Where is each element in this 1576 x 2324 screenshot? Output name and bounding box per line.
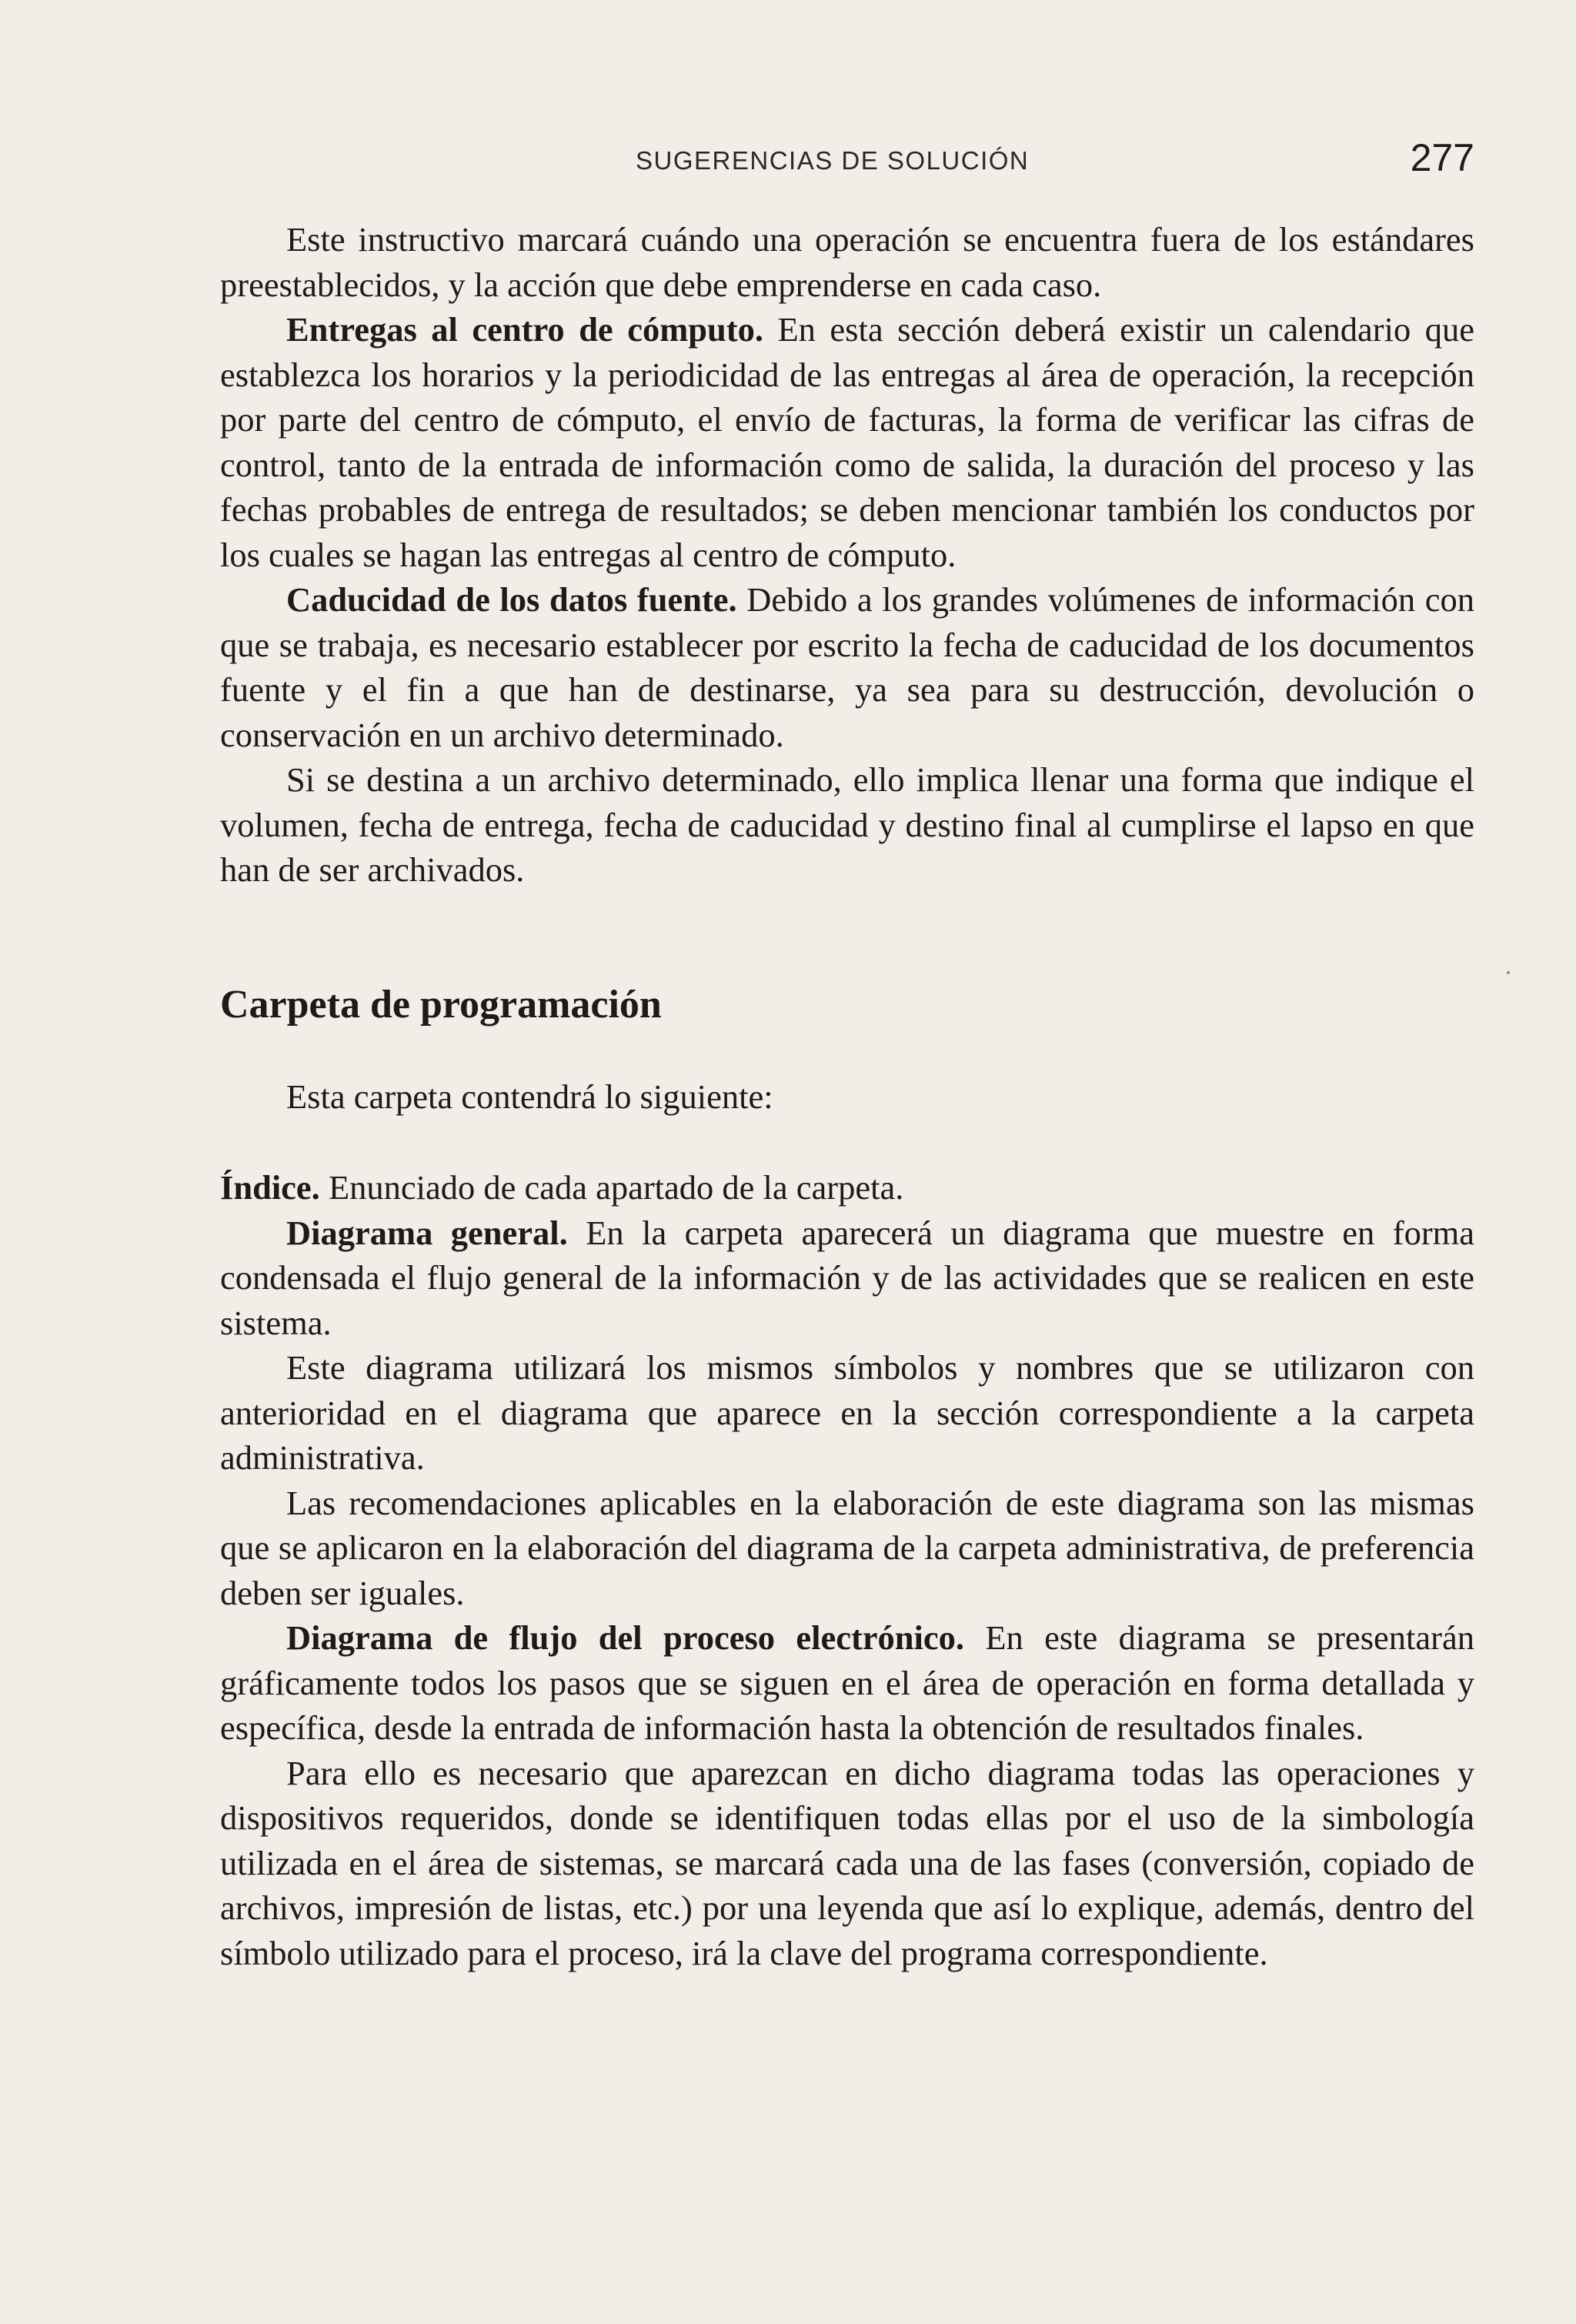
paragraph-text: Enunciado de cada apartado de la carpeta. (319, 1168, 904, 1207)
paragraph-operaciones (220, 1751, 1474, 1976)
paragraph-text: Para ello es necesario que aparezcan en dicho diagrama todas las operaciones y dispositivos requeridos, donde se identifiquen todas ellas por el uso de la simbología utilizada en el área de sistemas, se marcará cada una de las fases (conversión, copiado de archivos, impresión de listas, etc.) por una leyenda que así lo explique, además, dentro del símbolo utilizado para el proceso, irá la clave del programa correspondiente. (220, 1753, 1474, 1972)
paragraph-caducidad (220, 577, 1474, 757)
paragraph-simbolos (220, 1345, 1474, 1481)
run-in-heading: Diagrama general. (286, 1213, 568, 1252)
paragraph-text: En este diagrama se presentarán gráficamente todos los pasos que se siguen en el área de operación en forma detallada y específica, desde la entrada de información hasta la obtención de resultados finales. (220, 1618, 1474, 1747)
section-intro: Esta carpeta contendrá lo siguiente: (286, 1077, 773, 1116)
page-number: 277 (1410, 136, 1474, 179)
paragraph-text: En esta sección deberá existir un calendario que establezca los horarios y la periodicidad de las entregas al área de operación, la recepción por parte del centro de cómputo, el envío de facturas, la forma de verificar las cifras de control, tanto de la entrada de información como de salida, la duración del proceso y las fechas probables de entrega de resultados; se deben mencionar también los conductos por los cuales se hagan las entregas al centro de cómputo. (220, 310, 1474, 574)
page-header (220, 135, 1474, 189)
paragraph-text: Debido a los grandes volúmenes de información con que se trabaja, es necesario establecer por escrito la fecha de caducidad de los documentos fuente y el fin a que han de destinarse, ya sea para su destrucción, devolución o conservación en un archivo determinado. (220, 580, 1474, 754)
paragraph-indice (220, 1165, 1474, 1210)
paragraph-entregas (220, 307, 1474, 577)
paragraph-diagrama-general (220, 1210, 1474, 1346)
print-speck (1507, 971, 1510, 974)
section-heading: Carpeta de programación (220, 982, 662, 1027)
run-in-heading: Índice. (220, 1168, 320, 1207)
paragraph-instructivo (220, 217, 1474, 307)
paragraph-text: Este instructivo marcará cuándo una operación se encuentra fuera de los estándares preestablecidos, y la acción que debe emprenderse en cada caso. (220, 220, 1474, 304)
paragraph-text: Este diagrama utilizará los mismos símbolos y nombres que se utilizaron con anterioridad en el diagrama que aparece en la sección correspondiente a la carpeta administrativa. (220, 1348, 1474, 1477)
paragraph-recomendaciones (220, 1481, 1474, 1616)
run-in-heading: Caducidad de los datos fuente. (286, 580, 737, 619)
paragraph-diagrama-flujo (220, 1615, 1474, 1751)
body-text (220, 217, 1474, 1975)
run-in-heading: Entregas al centro de cómputo. (286, 310, 763, 349)
paragraph-text: Las recomendaciones aplicables en la elaboración de este diagrama son las mismas que se aplicaron en la elaboración del diagrama de la carpeta administrativa, de preferencia deben ser iguales. (220, 1483, 1474, 1612)
paragraph-text: En la carpeta aparecerá un diagrama que muestre en forma condensada el flujo general de la información y de las actividades que se realicen en este sistema. (220, 1213, 1474, 1342)
paragraph-archivo (220, 757, 1474, 893)
run-in-heading: Diagrama de flujo del proceso electrónico. (286, 1618, 965, 1657)
running-head: SUGERENCIAS DE SOLUCIÓN (636, 146, 1030, 175)
paragraph-text: Si se destina a un archivo determinado, ello implica llenar una forma que indique el volumen, fecha de entrega, fecha de caducidad y destino final al cumplirse el lapso en que han de ser archivados. (220, 760, 1474, 889)
